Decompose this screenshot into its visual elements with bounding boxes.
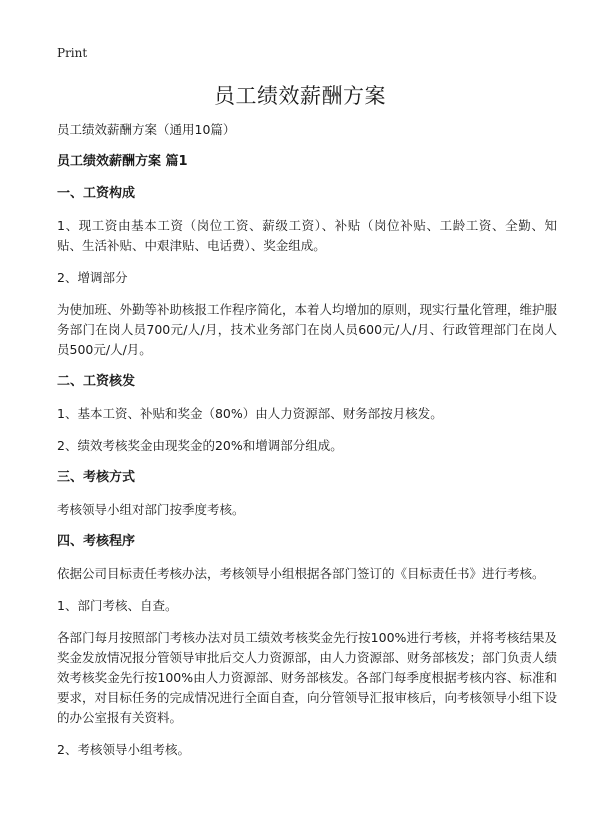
paragraph: 2、绩效考核奖金由现奖金的20%和增调部分组成。 — [57, 438, 343, 453]
article-title: 员工绩效薪酬方案 篇1 — [57, 154, 188, 169]
paragraph: 1、现工资由基本工资（岗位工资、薪级工资）、补贴（岗位补贴、工龄工资、全勤、知贴、生活补贴、中艰津贴、电话费）、奖金组成。 — [57, 218, 557, 253]
section-heading-assessment-method: 三、考核方式 — [57, 470, 136, 485]
print-link[interactable]: Print — [57, 46, 88, 60]
paragraph: 各部门每月按照部门考核办法对员工绩效考核奖金先行按100%进行考核，并将考核结果及奖金发放情况报分管领导审批后交人力资源部，由人力资源部、财务部核发；部门负责人绩效考核奖金先行按100%由人力资源部、财务部核发。各部门每季度根据考核内容、标准和要求，对目标任务的完成情况进行全面自查，向分管领导汇报审核后，向考核领导小组下设的办公室报有关资料。 — [57, 630, 558, 725]
paragraph: 为使加班、外勤等补助核报工作程序简化，本着人均增加的原则，现实行量化管理，维护服务部门在岗人员700元/人/月，技术业务部门在岗人员600元/人/月、行政管理部门在岗人员500元/人/月。 — [57, 302, 558, 357]
document-subtitle: 员工绩效薪酬方案（通用10篇） — [57, 122, 236, 137]
paragraph: 2、考核领导小组考核。 — [57, 742, 190, 757]
document-title: 员工绩效薪酬方案 — [214, 84, 386, 108]
section-heading-assessment-procedure: 四、考核程序 — [57, 534, 136, 549]
paragraph: 考核领导小组对部门按季度考核。 — [57, 502, 245, 517]
paragraph: 1、基本工资、补贴和奖金（80%）由人力资源部、财务部按月核发。 — [57, 406, 443, 421]
paragraph: 依据公司目标责任考核办法，考核领导小组根据各部门签订的《目标责任书》进行考核。 — [57, 566, 545, 581]
paragraph: 2、增调部分 — [57, 270, 128, 285]
section-heading-salary-payment: 二、工资核发 — [57, 374, 136, 389]
section-heading-salary-structure: 一、工资构成 — [57, 186, 136, 201]
paragraph: 1、部门考核、自查。 — [57, 598, 178, 613]
document-body — [57, 120, 557, 772]
